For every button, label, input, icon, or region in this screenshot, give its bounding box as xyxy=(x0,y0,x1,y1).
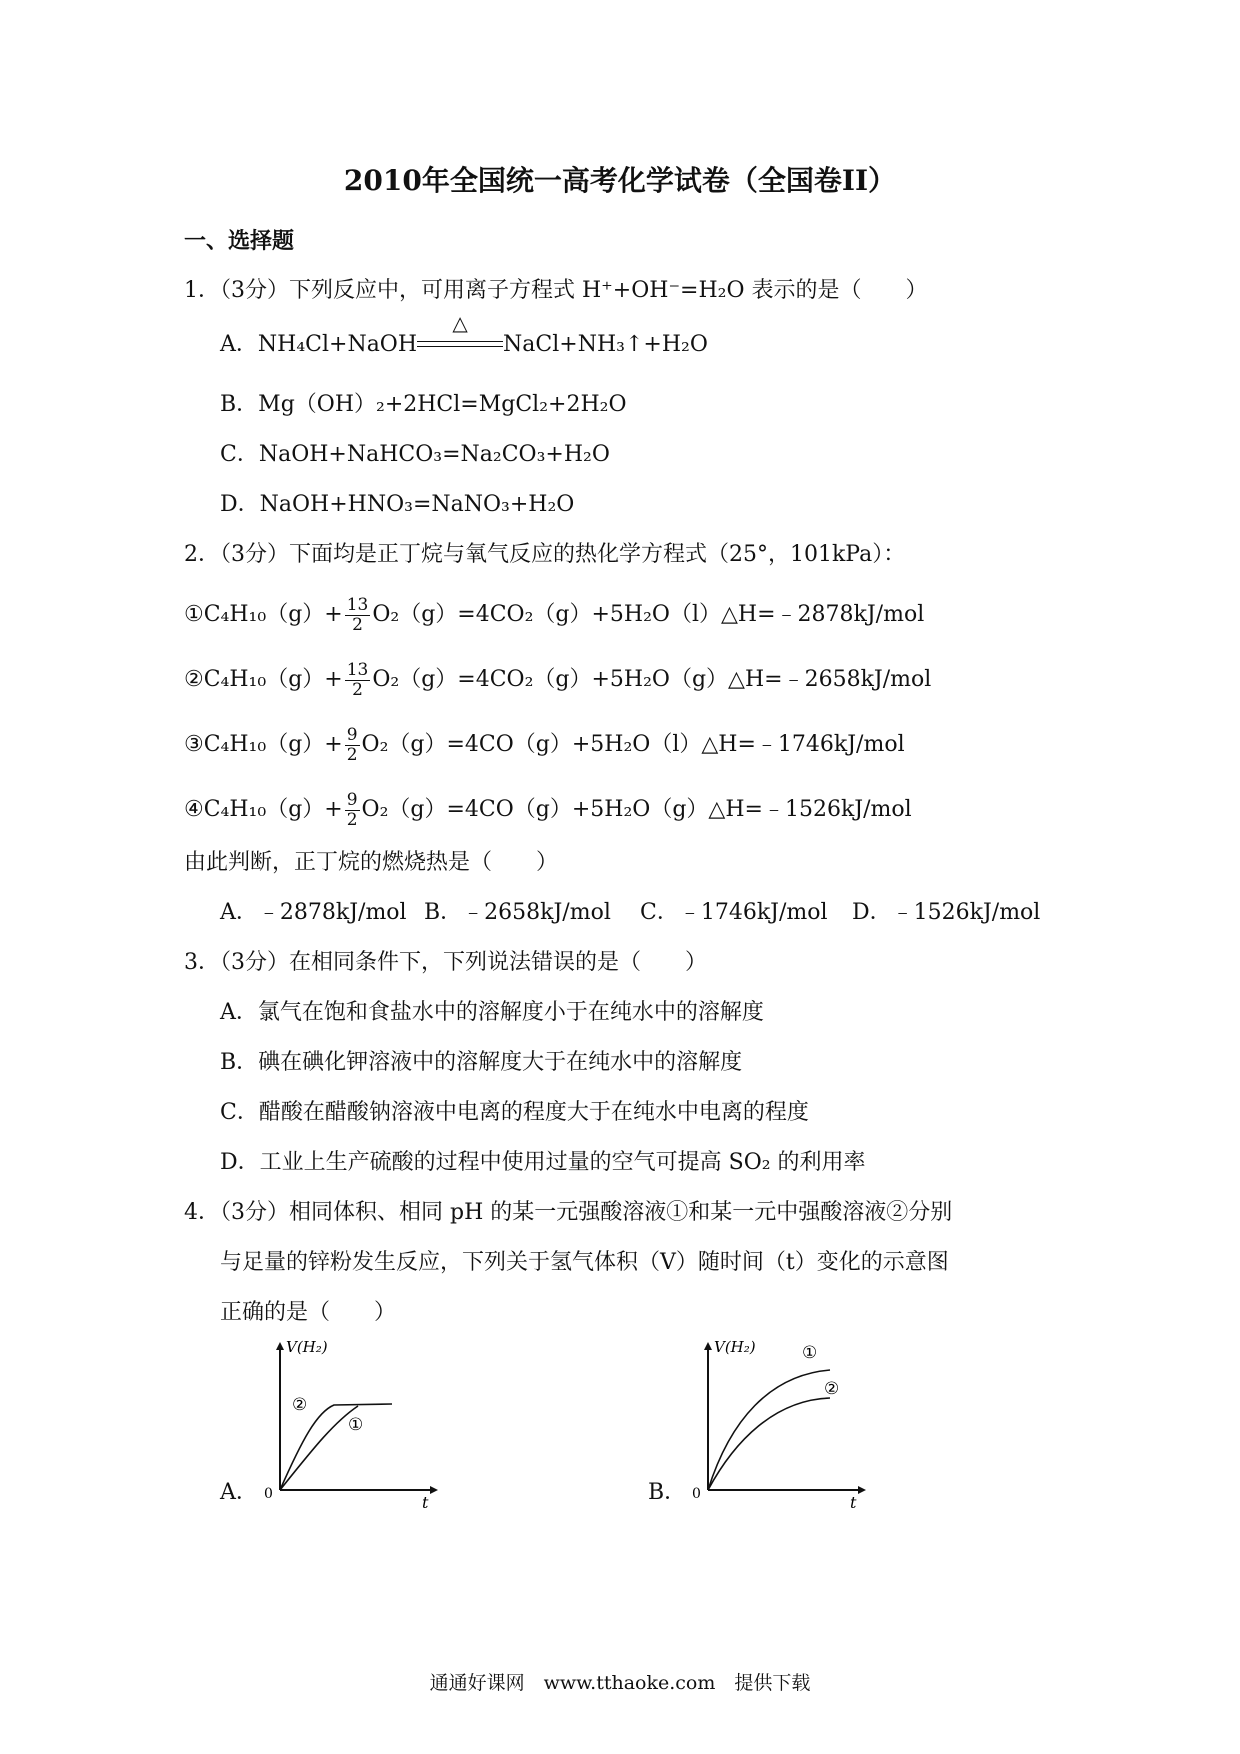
graph-b-xlabel: t xyxy=(850,1493,857,1510)
q4-graph-a xyxy=(262,1330,442,1510)
q1-stem: 1．（3分）下列反应中，可用离子方程式 H⁺+OH⁻=H₂O 表示的是（ ） xyxy=(184,278,928,303)
eq4-reactant: ④C₄H₁₀（g）+ xyxy=(184,797,343,822)
graph-a-ylabel: V(H₂) xyxy=(286,1338,328,1356)
graph-a-y-arrow xyxy=(276,1342,284,1350)
q4-stem-line3: 正确的是（ ） xyxy=(220,1300,397,1325)
section-heading: 一、选择题 xyxy=(184,228,295,254)
eq2-product: O₂（g）=4CO₂（g）+5H₂O（g）△H=﹣2658kJ/mol xyxy=(372,667,932,692)
graph-a-x-arrow xyxy=(430,1486,438,1494)
page-title: 2010年全国统一高考化学试卷（全国卷II） xyxy=(343,164,897,197)
graph-a-xlabel: t xyxy=(422,1493,429,1510)
q3-option-b: B．碘在碘化钾溶液中的溶解度大于在纯水中的溶解度 xyxy=(220,1050,743,1075)
q3-option-c: C．醋酸在醋酸钠溶液中电离的程度大于在纯水中电离的程度 xyxy=(220,1100,809,1125)
footer-text: 通通好课网 www.tthaoke.com 提供下载 xyxy=(429,1672,811,1694)
eq3-product: O₂（g）=4CO（g）+5H₂O（l）△H=﹣1746kJ/mol xyxy=(361,732,905,757)
eq3-reactant: ③C₄H₁₀（g）+ xyxy=(184,732,343,757)
q4-option-a-label: A． xyxy=(220,1480,258,1505)
graph-b-ylabel: V(H₂) xyxy=(714,1338,756,1356)
graph-a-origin: 0 xyxy=(264,1486,273,1502)
eq3-coefficient: $\frac{9}{2}$ xyxy=(346,724,358,765)
eq4-product: O₂（g）=4CO（g）+5H₂O（g）△H=﹣1526kJ/mol xyxy=(361,797,912,822)
graph-b-origin: 0 xyxy=(692,1486,701,1502)
graph-a-label-2: ② xyxy=(292,1395,308,1415)
eq2-coefficient: $\frac{13}{2}$ xyxy=(346,659,369,700)
graph-b-curve-1 xyxy=(708,1370,830,1490)
q1-option-a xyxy=(220,311,708,360)
q2-equation-4 xyxy=(184,785,912,835)
heat-symbol: △ xyxy=(452,311,468,335)
q4-option-b-label: B． xyxy=(648,1480,687,1505)
q2-option-d: D．﹣1526kJ/mol xyxy=(852,900,1041,925)
q4-stem-line1: 4．（3分）相同体积、相同 pH 的某一元强酸溶液①和某一元中强酸溶液②分别 xyxy=(184,1200,953,1225)
q2-equation-1 xyxy=(184,590,924,640)
graph-a-label-1: ① xyxy=(348,1415,364,1435)
q2-option-b: B．﹣2658kJ/mol xyxy=(424,900,611,925)
q2-equation-3 xyxy=(184,720,905,770)
q3-stem: 3．（3分）在相同条件下，下列说法错误的是（ ） xyxy=(184,950,707,975)
q4-graph-b xyxy=(690,1330,870,1510)
q2-equation-2 xyxy=(184,655,931,705)
q2-option-c: C．﹣1746kJ/mol xyxy=(640,900,828,925)
graph-b-x-arrow xyxy=(858,1486,866,1494)
q1-option-a-right: NaCl+NH₃↑+H₂O xyxy=(503,332,708,357)
eq1-product: O₂（g）=4CO₂（g）+5H₂O（l）△H=﹣2878kJ/mol xyxy=(372,602,925,627)
heating-condition xyxy=(417,311,503,360)
graph-a-curve-1 xyxy=(280,1406,358,1490)
graph-a-curve-2 xyxy=(280,1404,392,1490)
graph-b-label-2: ② xyxy=(824,1379,840,1399)
q2-option-a: A．﹣2878kJ/mol xyxy=(220,900,407,925)
q1-option-a-left: A．NH₄Cl+NaOH xyxy=(220,332,418,357)
graph-b-y-arrow xyxy=(704,1342,712,1350)
q1-option-c: C．NaOH+NaHCO₃=Na₂CO₃+H₂O xyxy=(220,442,610,467)
eq1-coefficient: $\frac{13}{2}$ xyxy=(346,594,369,635)
q3-option-d: D．工业上生产硫酸的过程中使用过量的空气可提高 SO₂ 的利用率 xyxy=(220,1150,866,1175)
q4-stem-line2: 与足量的锌粉发生反应，下列关于氢气体积（V）随时间（t）变化的示意图 xyxy=(220,1250,949,1275)
q2-stem: 2．（3分）下面均是正丁烷与氧气反应的热化学方程式（25°，101kPa）： xyxy=(184,542,906,567)
q1-option-b: B．Mg（OH）₂+2HCl=MgCl₂+2H₂O xyxy=(220,392,627,417)
q3-option-a: A．氯气在饱和食盐水中的溶解度小于在纯水中的溶解度 xyxy=(220,1000,764,1025)
eq4-coefficient: $\frac{9}{2}$ xyxy=(346,789,358,830)
eq2-reactant: ②C₄H₁₀（g）+ xyxy=(184,667,343,692)
graph-b-label-1: ① xyxy=(802,1343,818,1363)
q2-judge: 由此判断，正丁烷的燃烧热是（ ） xyxy=(184,850,559,875)
q1-option-d: D．NaOH+HNO₃=NaNO₃+H₂O xyxy=(220,492,575,517)
eq1-reactant: ①C₄H₁₀（g）+ xyxy=(184,602,343,627)
